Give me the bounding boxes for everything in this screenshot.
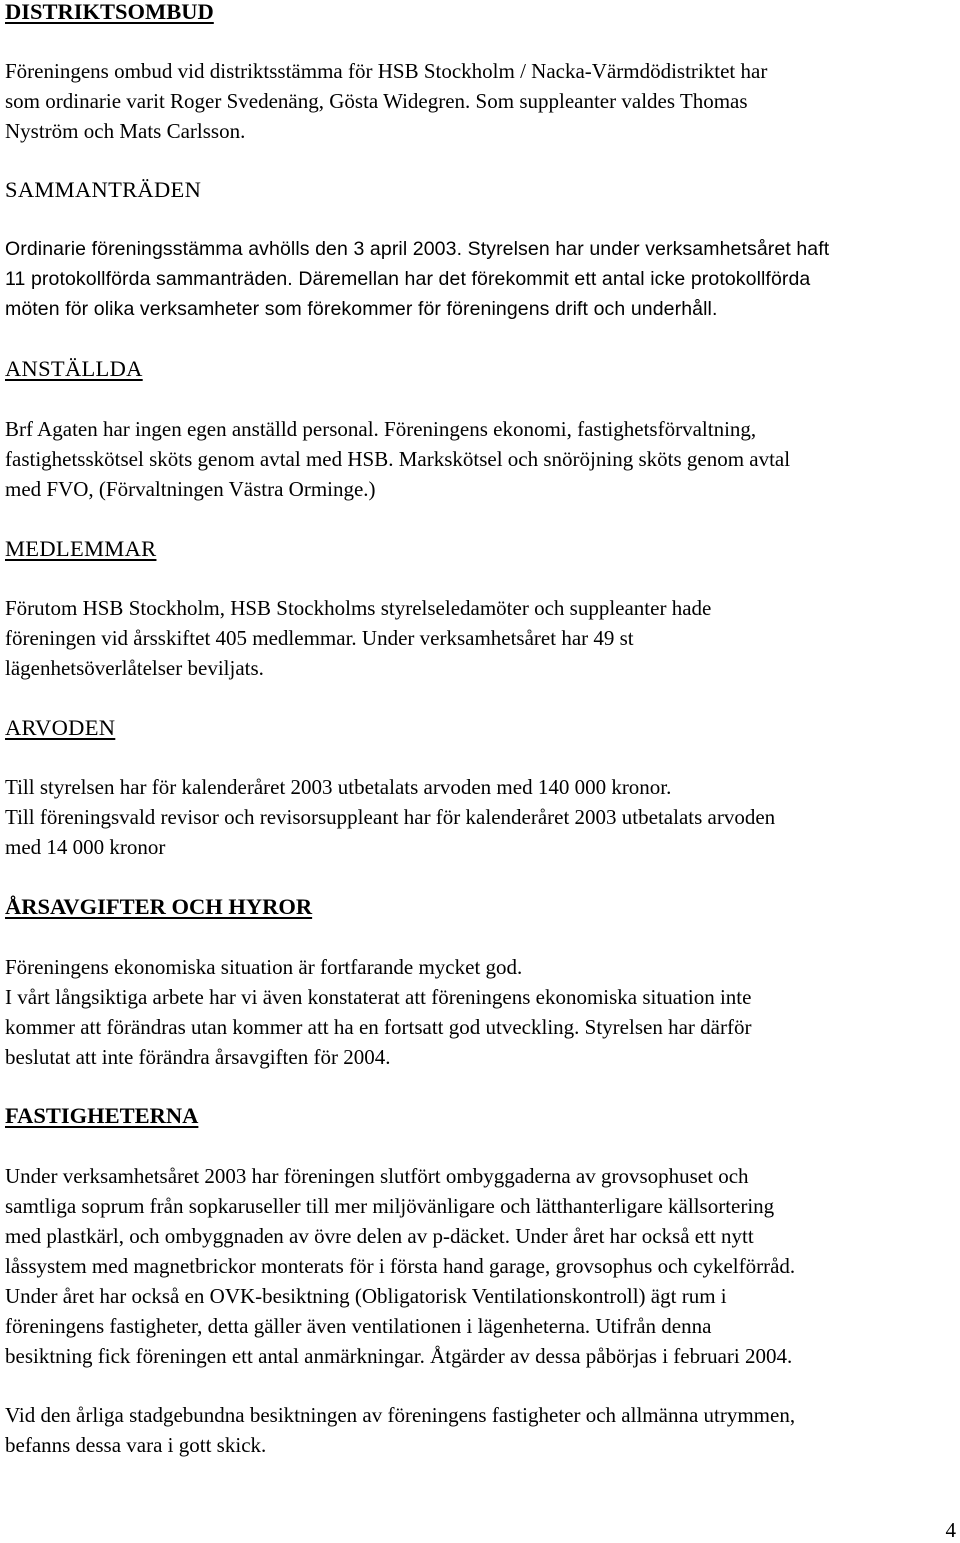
text-line: låssystem med magnetbrickor monterats för i första hand garage, grovsophus och cykelförråd.: [5, 1254, 796, 1278]
heading-arvoden: ARVODEN: [5, 715, 116, 740]
text-line: Förutom HSB Stockholm, HSB Stockholms styrelseledamöter och suppleanter hade: [5, 596, 712, 620]
text-line: kommer att förändras utan kommer att ha en fortsatt god utveckling. Styrelsen har därför: [5, 1015, 752, 1039]
text-line: med 14 000 kronor: [5, 835, 166, 859]
text-line: lägenhetsöverlåtelser beviljats.: [5, 656, 264, 680]
heading-distriktsombud: DISTRIKTSOMBUD: [5, 0, 214, 24]
text-line: möten för olika verksamheter som förekommer för föreningens drift och underhåll.: [5, 298, 718, 320]
text-line: Under året har också en OVK-besiktning (Obligatorisk Ventilationskontroll) ägt rum i: [5, 1284, 727, 1308]
text-line: Föreningens ekonomiska situation är fortfarande mycket god.: [5, 955, 523, 979]
text-line: Brf Agaten har ingen egen anställd personal. Föreningens ekonomi, fastighetsförvaltning,: [5, 417, 757, 441]
paragraph-arsavgifter: [5, 952, 751, 1072]
paragraph-medlemmar: [5, 593, 711, 683]
paragraph-sammantraden: [5, 234, 829, 324]
text-line: föreningens fastigheter, detta gäller även ventilationen i lägenheterna. Utifrån denna: [5, 1314, 712, 1338]
text-line: fastighetsskötsel sköts genom avtal med HSB. Markskötsel och snöröjning sköts genom avtal: [5, 447, 791, 471]
text-line: I vårt långsiktiga arbete har vi även konstaterat att föreningens ekonomiska situation inte: [5, 985, 752, 1009]
paragraph-arvoden: [5, 772, 775, 862]
text-line: Till styrelsen har för kalenderåret 2003 utbetalats arvoden med 140 000 kronor.: [5, 775, 672, 799]
page-number: 4: [945, 1518, 956, 1542]
text-line: samtliga soprum från sopkaruseller till mer miljövänligare och lätthanterligare källsortering: [5, 1194, 775, 1218]
text-line: Ordinarie föreningsstämma avhölls den 3 april 2003. Styrelsen har under verksamhetsåret haft: [5, 238, 830, 260]
text-line: Till föreningsvald revisor och revisorsuppleant har för kalenderåret 2003 utbetalats arvoden: [5, 805, 776, 829]
text-line: Nyström och Mats Carlsson.: [5, 119, 246, 143]
paragraph-distriktsombud: [5, 56, 767, 146]
heading-sammantraden: SAMMANTRÄDEN: [5, 177, 202, 202]
text-line: beslutat att inte förändra årsavgiften för 2004.: [5, 1045, 391, 1069]
heading-fastigheterna: FASTIGHETERNA: [5, 1103, 199, 1128]
text-line: Föreningens ombud vid distriktsstämma för HSB Stockholm / Nacka-Värmdödistriktet har: [5, 59, 768, 83]
heading-anstallda: ANSTÄLLDA: [5, 356, 143, 381]
text-line: föreningen vid årsskiftet 405 medlemmar. Under verksamhetsåret har 49 st: [5, 626, 634, 650]
text-line: Vid den årliga stadgebundna besiktningen av föreningens fastigheter och allmänna utrymmen,: [5, 1403, 796, 1427]
paragraph-fastigheterna: [5, 1161, 795, 1371]
text-line: med plastkärl, och ombyggnaden av övre delen av p-däcket. Under året har också ett nytt: [5, 1224, 754, 1248]
heading-arsavgifter-och-hyror: ÅRSAVGIFTER OCH HYROR: [5, 894, 313, 919]
text-line: som ordinarie varit Roger Svedenäng, Gösta Widegren. Som suppleanter valdes Thomas: [5, 89, 748, 113]
heading-medlemmar: MEDLEMMAR: [5, 536, 157, 561]
paragraph-anstallda: [5, 414, 790, 504]
text-line: med FVO, (Förvaltningen Västra Orminge.): [5, 477, 376, 501]
paragraph-besiktning: [5, 1400, 795, 1460]
text-line: 11 protokollförda sammanträden. Däremellan har det förekommit ett antal icke protokollförda: [5, 268, 811, 290]
text-line: besiktning fick föreningen ett antal anmärkningar. Åtgärder av dessa påbörjas i februari 2004.: [5, 1344, 793, 1368]
text-line: befanns dessa vara i gott skick.: [5, 1433, 267, 1457]
text-line: Under verksamhetsåret 2003 har föreningen slutfört ombyggaderna av grovsophuset och: [5, 1164, 749, 1188]
